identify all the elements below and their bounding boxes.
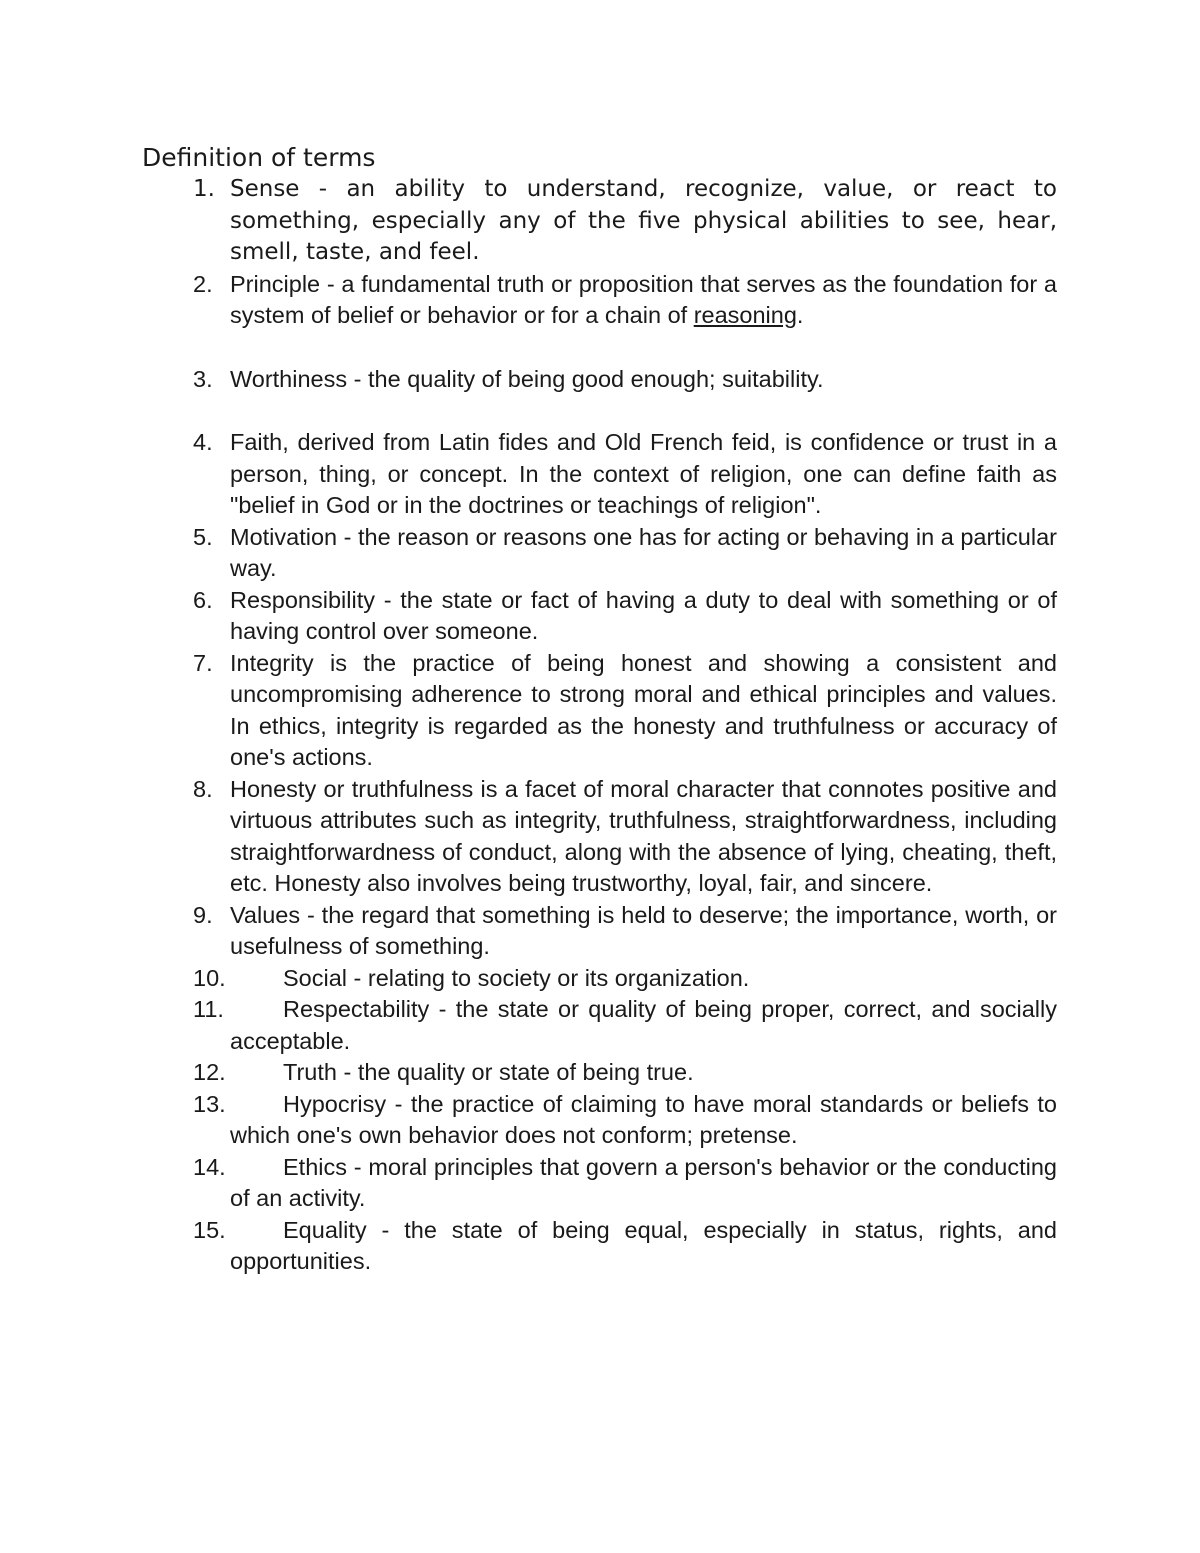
list-item bbox=[0, 585, 1057, 648]
item-text: Responsibility - the state or fact of having a duty to deal with something or of having control over someone. bbox=[230, 586, 1057, 644]
item-text: Honesty or truthfulness is a facet of moral character that connotes positive and virtuous attributes such as integrity, truthfulness, straightforwardness, including straightforwardness of conduct, along with the absence of lying, cheating, theft, etc. Honesty also involves being trustworthy, loyal, fair, and sincere. bbox=[230, 775, 1057, 896]
item-number: 3. bbox=[193, 365, 213, 392]
list-item bbox=[0, 774, 1057, 900]
item-text: Integrity is the practice of being honest and showing a consistent and uncompromising adherence to strong moral and ethical principles and values. In ethics, integrity is regarded as the honesty and truthfulness or accuracy of one's actions. bbox=[230, 649, 1057, 770]
item-text: Equality - the state of being equal, especially in status, rights, and opportunities. bbox=[230, 1216, 1057, 1274]
item-number: 1. bbox=[193, 176, 215, 202]
list-item bbox=[0, 648, 1057, 774]
item-number: 5. bbox=[193, 523, 213, 550]
item-number: 6. bbox=[193, 586, 213, 613]
item-number: 15. bbox=[193, 1216, 226, 1243]
definition-list bbox=[0, 174, 1200, 1278]
list-item bbox=[0, 269, 1057, 332]
list-item bbox=[0, 900, 1057, 963]
list-item bbox=[0, 174, 1057, 269]
list-item bbox=[0, 1152, 1057, 1215]
item-number: 2. bbox=[193, 270, 213, 297]
item-number: 14. bbox=[193, 1153, 226, 1180]
item-text: Truth - the quality or state of being true. bbox=[283, 1059, 694, 1085]
item-number: 9. bbox=[193, 901, 213, 928]
list-item bbox=[0, 994, 1057, 1057]
item-text: Motivation - the reason or reasons one has for acting or behaving in a particular way. bbox=[230, 523, 1057, 581]
item-number: 13. bbox=[193, 1090, 226, 1117]
item-text: Sense - an ability to understand, recognize, value, or react to something, especially any of the five physical abilities to see, hear, smell, taste, and feel. bbox=[230, 176, 1057, 265]
item-number: 11. bbox=[193, 996, 224, 1022]
list-item bbox=[0, 1089, 1057, 1152]
item-number: 4. bbox=[193, 429, 213, 455]
item-text: Values - the regard that something is held to deserve; the importance, worth, or usefulness of something. bbox=[230, 901, 1057, 959]
item-number: 8. bbox=[193, 775, 213, 802]
item-text: Respectability - the state or quality of being proper, correct, and socially acceptable. bbox=[230, 996, 1057, 1054]
item-number: 7. bbox=[193, 649, 213, 676]
list-item bbox=[0, 427, 1057, 522]
list-item bbox=[0, 1215, 1057, 1278]
item-text: Social - relating to society or its organization. bbox=[283, 964, 750, 991]
list-item bbox=[0, 1057, 1057, 1089]
item-text-end: . bbox=[796, 302, 804, 328]
item-text: Principle - a fundamental truth or proposition that serves as the foundation for a system of belief or behavior or for a chain of bbox=[230, 270, 1057, 328]
item-number: 12. bbox=[193, 1059, 226, 1085]
document-title: Definition of terms bbox=[142, 143, 376, 172]
list-item bbox=[0, 963, 1057, 995]
item-text: Hypocrisy - the practice of claiming to have moral standards or beliefs to which one's own behavior does not conform; pretense. bbox=[230, 1090, 1057, 1148]
item-number: 10. bbox=[193, 964, 226, 991]
reasoning-link[interactable]: reasoning bbox=[693, 302, 797, 328]
list-item bbox=[0, 364, 1057, 396]
item-text: Worthiness - the quality of being good enough; suitability. bbox=[230, 365, 824, 392]
item-text: Ethics - moral principles that govern a person's behavior or the conducting of an activity. bbox=[230, 1153, 1057, 1211]
item-text: Faith, derived from Latin fides and Old French feid, is confidence or trust in a person, thing, or concept. In the context of religion, one can define faith as "belief in God or in the doctrines or teachings of religion". bbox=[230, 429, 1057, 518]
list-item bbox=[0, 522, 1057, 585]
